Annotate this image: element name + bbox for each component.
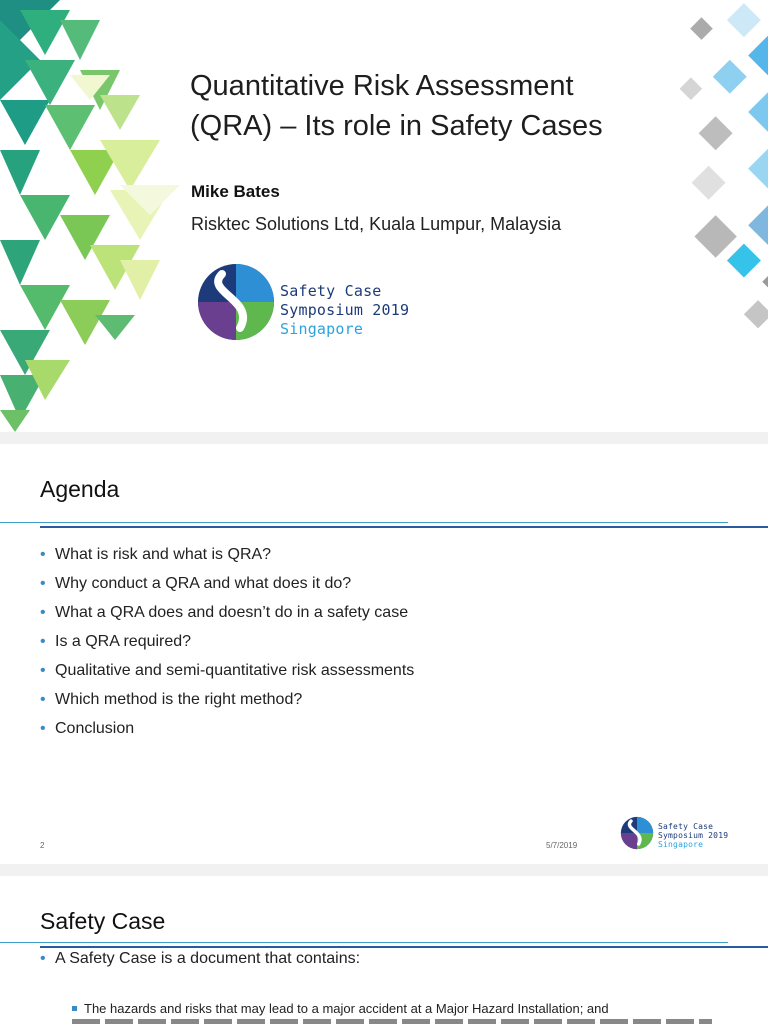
- agenda-item: • Why conduct a QRA and what does it do?: [40, 569, 414, 598]
- agenda-item: • What a QRA does and doesn’t do in a safety case: [40, 598, 414, 627]
- agenda-slide: [0, 444, 768, 864]
- author-affiliation: Risktec Solutions Ltd, Kuala Lumpur, Malaysia: [191, 214, 562, 234]
- agenda-list: [40, 540, 414, 743]
- green-triangle-pattern-icon: [0, 0, 190, 432]
- agenda-item: • Which method is the right method?: [40, 685, 414, 714]
- logo-small-text: [658, 822, 728, 849]
- title-rule-thin: [0, 522, 728, 523]
- symposium-logo-icon: [196, 262, 276, 342]
- agenda-item: • Is a QRA required?: [40, 627, 414, 656]
- logo-small-line-1: Safety Case: [658, 822, 714, 831]
- logo-text: [280, 282, 409, 339]
- logo-line-1: Safety Case: [280, 282, 382, 300]
- logo-small-line-3: Singapore: [658, 840, 704, 849]
- cropped-text-line: [72, 1019, 712, 1024]
- agenda-item: • Qualitative and semi-quantitative risk assessments: [40, 656, 414, 685]
- title-line-2: (QRA) – Its role in Safety Cases: [190, 110, 603, 142]
- bullet-item: • A Safety Case is a document that contains:: [40, 948, 360, 970]
- slide-date: 5/7/2019: [546, 841, 578, 850]
- slide-separator: [0, 864, 768, 876]
- logo-small-line-2: Symposium 2019: [658, 831, 729, 840]
- title-rule-thick: [40, 526, 768, 528]
- symposium-logo-small: [620, 816, 740, 854]
- agenda-title: Agenda: [40, 476, 120, 502]
- title-line-1: Quantitative Risk Assessment: [190, 70, 574, 102]
- slide-separator: [0, 432, 768, 444]
- safety-case-slide: [0, 876, 768, 1024]
- agenda-item: • Conclusion: [40, 714, 414, 743]
- author-name: Mike Bates: [191, 182, 280, 201]
- title-slide: [0, 0, 768, 432]
- safety-case-sub-bullets: [72, 1000, 609, 1018]
- logo-line-2: Symposium 2019: [280, 301, 410, 319]
- sub-bullet-item: The hazards and risks that may lead to a major accident at a Major Hazard Installation; and: [72, 1000, 609, 1018]
- symposium-logo-small-icon: [620, 816, 654, 850]
- slide-number: 2: [40, 841, 45, 850]
- symposium-logo: [196, 262, 466, 346]
- agenda-item: • What is risk and what is QRA?: [40, 540, 414, 569]
- presentation-title: [190, 66, 630, 146]
- safety-case-bullets: [40, 948, 360, 970]
- safety-case-title: Safety Case: [40, 908, 166, 934]
- title-rule-thin: [0, 942, 728, 943]
- logo-line-3: Singapore: [280, 320, 364, 338]
